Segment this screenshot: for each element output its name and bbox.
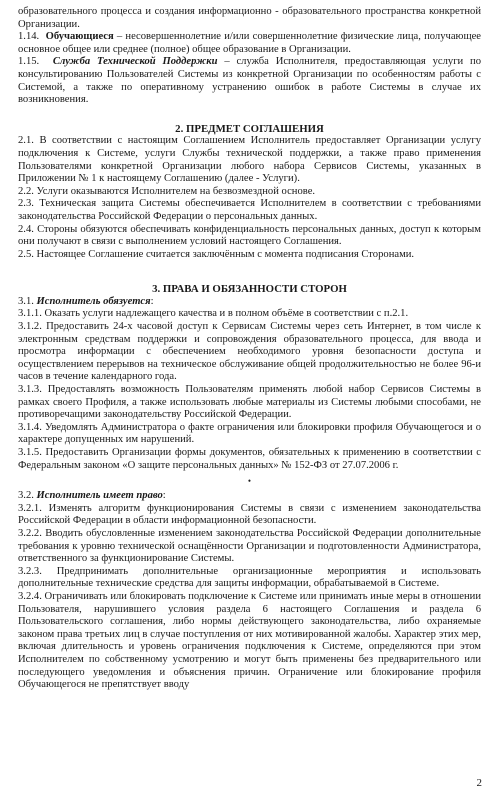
divider-dot: •	[247, 476, 252, 487]
clause-3-2-2: 3.2.2. Вводить обусловленные изменением законодательства Российской Федерации дополнительные требования к уровню технической оснащённости Организации и подготовленности Администратора, ответственного за функционирование Системы.	[18, 527, 481, 565]
clause-3-2-3: 3.2.3. Предпринимать дополнительные организационные мероприятия и использовать дополнительные технические средства для защиты информации, обрабатываемой в Системе.	[18, 565, 481, 590]
page-number: 2	[476, 777, 482, 790]
term-text: – несовершеннолетние и/или совершеннолетние физические лица, получающее основное общее или среднее (полное) общее образование в Организации.	[18, 31, 482, 55]
subsection-number: 3.1.	[18, 295, 34, 307]
section-3-title: 3. ПРАВА И ОБЯЗАННОСТИ СТОРОН	[152, 283, 347, 296]
clause-3-1-1: 3.1.1. Оказать услуги надлежащего качества и в полном объёме в соответствии с п.2.1.	[18, 308, 409, 320]
term-label: Служба Технической Поддержки	[52, 56, 218, 68]
section-2-title: 2. ПРЕДМЕТ СОГЛАШЕНИЯ	[175, 122, 324, 135]
subsection-heading: Исполнитель имеет право	[36, 490, 163, 502]
subsection-3-2-heading: 3.2. Исполнитель имеет право:	[18, 490, 166, 502]
clause-2-1: 2.1. В соответствии с настоящим Соглашением Исполнитель предоставляет Организации услугу подключения к Системе, услуги Службы технической поддержки, а также право применения Пользователями конкретной Организации любого набора Сервисов Системы, указанных в Приложении № 1 к настоящему Соглашению (далее - Услуги).	[18, 135, 481, 185]
clause-3-1-5: 3.1.5. Предоставить Организации формы документов, обязательных к применению в соответствии с Федеральным законом «О защите персональных данных» № 152-ФЗ от 27.07.2006 г.	[18, 447, 481, 471]
clause-3-1-4: 3.1.4. Уведомлять Администратора о факте ограничения или блокировки профиля Обучающегося и о характере допущенных им нарушений.	[18, 421, 481, 446]
clause-2-4: 2.4. Стороны обязуются обеспечивать конфиденциальность персональных данных, доступ к которым они получают в связи с выполнением условий настоящего Соглашения.	[18, 223, 481, 248]
term-text: – служба Исполнителя, предоставляющая услуги по консультированию Пользователей Системы из конкретной Организации по особенностям работы с Системой, а также по оперативному устранению ошибок в работе Системы в случае их возникновения.	[18, 56, 481, 106]
definition-support-service	[18, 56, 481, 106]
clause-2-2: 2.2. Услуги оказываются Исполнителем на безвозмездной основе.	[18, 185, 316, 197]
clause-3-1-2: 3.1.2. Предоставить 24-х часовой доступ к Сервисам Системы через сеть Интернет, в том числе к электронным средствам поддержки и сопровождения образовательного процесса, для ввода и просмотра информации с обеспечением необходимого уровня безопасности доступа и осуществлением перерывов на техническое обслуживание общей продолжительностью не более 96-и часов в течение календарного года.	[18, 321, 481, 383]
item-number: 1.15.	[18, 56, 40, 68]
intro-lead-text: образовательного процесса и создания информационно - образовательного пространства конкретной Организации.	[18, 6, 481, 30]
document-page	[18, 6, 481, 692]
clause-2-5: 2.5. Настоящее Соглашение считается заключённым с момента подписания Сторонами.	[18, 248, 415, 260]
term-label: Обучающиеся	[45, 31, 114, 43]
clause-3-2-4: 3.2.4. Ограничивать или блокировать подключение к Системе или принимать иные меры в отношении Пользователя, нарушившего условия раздела 6 настоящего Соглашения и раздела 6 Пользовательского соглашения, либо нормы действующего законодательства, либо охраняемые законом права третьих лиц в случае поступления от них мотивированной жалобы. Характер этих мер, включая длительность и уровень ограничения подключения к Системе, определяются при этом Исполнителем по собственному усмотрению и могут быть применены без предварительного или последующего уведомления и объяснения причин. Ограничение или блокирование профиля Обучающегося не препятствует вводу	[18, 590, 481, 691]
subsection-3-1-heading: 3.1. Исполнитель обязуется:	[18, 295, 154, 307]
definition-obuchayushchiesya	[18, 31, 481, 56]
subsection-number: 3.2.	[18, 490, 34, 502]
clause-3-1-3: 3.1.3. Предоставлять возможность Пользователям применять любой набор Сервисов Системы в рамках своего Профиля, а также использовать любые материалы из Системы любыми способами, не противоречащими законодательству Российской Федерации.	[18, 384, 481, 421]
clause-2-3: 2.3. Техническая защита Системы обеспечивается Исполнителем в соответствии с требованиями законодательства Российской Федерации о персональных данных.	[18, 198, 481, 222]
clause-3-2-1: 3.2.1. Изменять алгоритм функционирования Системы в связи с изменением законодательства Российской Федерации в области информационной безопасности.	[18, 502, 481, 527]
subsection-heading: Исполнитель обязуется	[36, 295, 151, 307]
item-number: 1.14.	[18, 31, 40, 43]
